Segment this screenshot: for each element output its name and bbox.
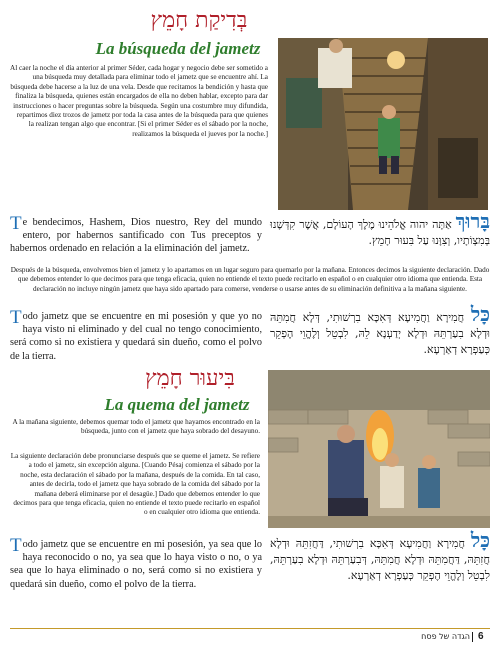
blessing-spanish	[10, 213, 262, 256]
declaration2-hebrew-text: חֲמִירָא וַחֲמִיעָא דְּאִכָּא בִרְשׁוּתִי, דַּחֲזִתֵּהּ וּדְלָא חֲזִתֵּהּ, דַּחֲמִתֵּהּ וּדְלָא חֲמִתֵּהּ, דְּבִעַרְתֵּהּ וּדְלָא בִעַרְתֵּהּ, לִבְטֵל וְלֶהֱוֵי הֶפְקֵר כְּעַפְרָא דְאַרְעָא.	[270, 537, 490, 582]
declaration2-spanish-text: odo jametz que se encuentre en mi posesión, ya sea que lo haya reconocido o no, ya sea que lo haya visto o no, o ya sea que lo haya eliminado o no, será como si no existiera y quedará sin dueño, como el polvo de la tierra.	[10, 539, 262, 590]
burning-jametz-artwork	[268, 370, 490, 528]
footer-page-number: 6	[478, 631, 484, 642]
section2-instructions: La siguiente declaración debe pronunciarse después que se queme el jametz. Se refiere a todo el jametz, sin excepción alguna. [Cuando Pésaj comienza el sábado por la noche, esta declaración el sábado por la mañana, después de la comida. En tal caso, antes de decirla, todo el jametz que haya sobrado de la comida del sábado por la mañana deberá eliminarse por el desagüe.] Dado que debemos entender lo que decimos para que tenga eficacia, quien no entiende el texto puede recitarlo en español o en cualquier otro idioma que entienda.	[10, 452, 260, 517]
footer-book-title: הגדה של פסח	[421, 632, 470, 641]
declaration1-spanish	[10, 307, 262, 363]
declaration2-dropcap: T	[10, 535, 22, 556]
section1-intro-text: Al caer la noche el día anterior al primer Séder, cada hogar y negocio debe ser sometido a una búsqueda muy detallada para eliminar todo el jametz que se encuentre ahí. La búsqueda debe hacerse a la luz de una vela. Desde que recitamos la bendición y hasta que finaliza la búsqueda, quienes están encargados de ella no deben hablar, excepto para dar instrucciones o hacer preguntas sobre la búsqueda. Según una costumbre muy difundida, repartimos diez trozos de jametz por toda la casa antes de la búsqueda para que quienes la realizan tengan algo que encontrar. [Si el primer Séder es el sábado por la noche, realizamos la búsqueda el jueves por la noche.]	[10, 64, 268, 138]
declaration2-spanish	[10, 535, 262, 591]
blessing-hebrew-text: אַתָּה יהוה אֱלֹהֵינוּ מֶלֶךְ הָעוֹלָם, אֲשֶׁר קִדְּשָׁנוּ בְּמִצְוֹתָיו, וְצִוָּנוּ עַל בִּעוּר חָמֵץ.	[270, 218, 490, 247]
after-search-instructions: Después de la búsqueda, envolvemos bien el jametz y lo apartamos en un lugar seguro para quemarlo por la mañana. Entonces decimos la siguiente declaración. Dado que debemos entender lo que decimos para que tenga eficacia, quien no entiende el texto puede recitarlo en español o en cualquier otro idioma que entienda. Esta declaración no incluye ningún jametz que haya sido apartado para comerse, venderse o usarse antes de su eliminación definitiva a la mañana siguiente.	[10, 266, 490, 293]
declaration1-dropcap: T	[10, 307, 22, 328]
candle-search-artwork	[278, 38, 488, 210]
declaration1-hebrew-opening-word: כָּל	[470, 302, 490, 326]
blessing-dropcap: T	[10, 213, 22, 234]
declaration2-hebrew	[270, 528, 491, 584]
blessing-hebrew-opening-word: בָּרוּךְ	[455, 209, 490, 233]
declaration1-hebrew	[270, 302, 490, 358]
declaration1-hebrew-text: חֲמִירָא וַחֲמִיעָא דְּאִכָּא בִרְשׁוּתִי, דְּלָא חֲמִתֵּהּ וּדְלָא בִעַרְתֵּהּ וּדְלָא יְדַעְנָא לֵהּ, לִבְטֵל וְלֶהֱוֵי הֶפְקֵר כְּעַפְרָא דְאַרְעָא.	[270, 311, 490, 356]
blessing-spanish-text: e bendecimos, Hashem, Dios nuestro, Rey del mundo entero, por habernos santificado con Tus preceptos y habernos ordenado en relación a la eliminación del jametz.	[10, 217, 262, 255]
footer-rule	[10, 628, 490, 629]
blessing-hebrew	[270, 209, 490, 249]
section2-intro-text: A la mañana siguiente, debemos quemar todo el jametz que hayamos encontrado en la búsqueda, junto con el jametz que haya sobrado del desayuno.	[12, 418, 260, 436]
declaration1-spanish-text: odo jametz que se encuentre en mi posesión y que yo no haya visto ni eliminado y del cual no tengo conocimiento, será como si no existiera y quedará sin dueño, como el polvo de la tierra.	[10, 311, 262, 362]
section2-hebrew-title: בִּיעוּר חָמֵץ	[145, 366, 235, 391]
section2-spanish-title: La quema del jametz	[104, 395, 250, 414]
declaration2-hebrew-opening-word: כָּל	[470, 528, 491, 552]
footer-separator	[472, 632, 473, 642]
section1-spanish-title: La búsqueda del jametz	[95, 39, 261, 58]
section1-hebrew-title: בְּדִיקַת חָמֵץ	[150, 8, 248, 33]
burning-jametz-illustration	[268, 370, 490, 528]
candle-search-illustration	[278, 38, 488, 210]
